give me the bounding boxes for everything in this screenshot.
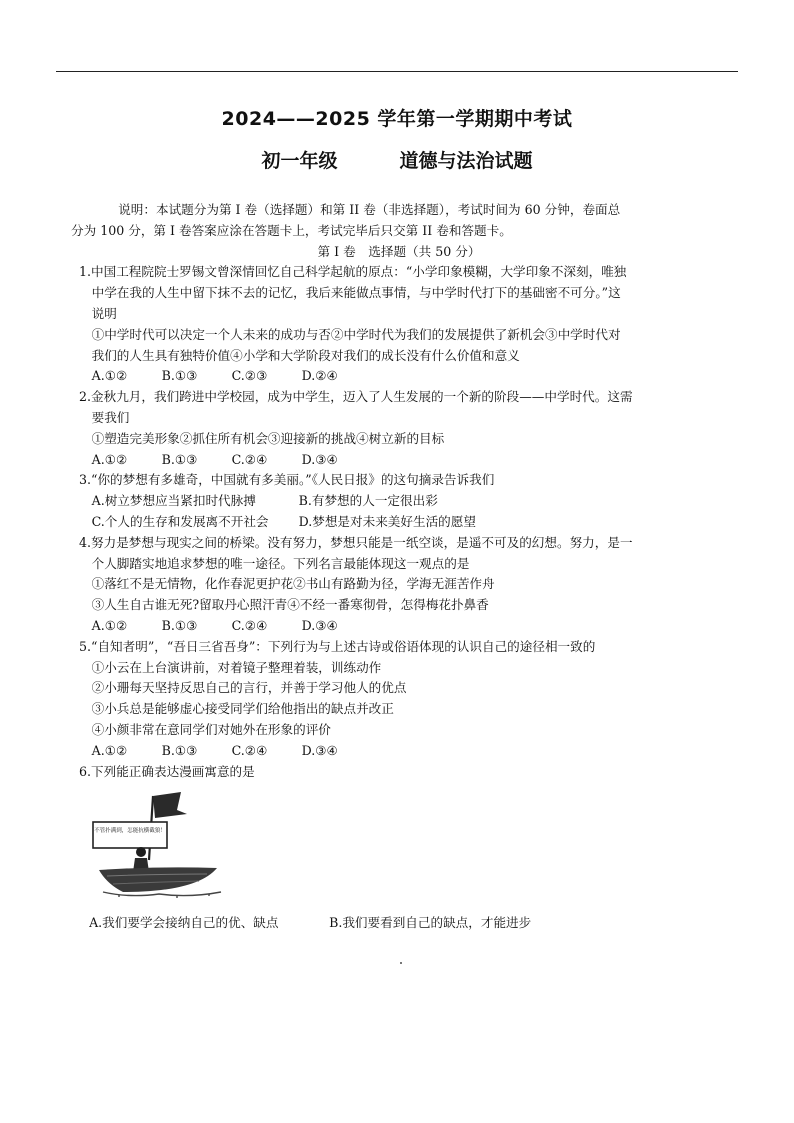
option-a[interactable]: A.我们要学会接纳自己的优、缺点 — [89, 915, 279, 931]
option-d[interactable]: D.③④ — [301, 742, 338, 758]
question-line: 个人脚踏实地追求梦想的唯一途径。下列名言最能体现这一观点的是 — [91, 555, 470, 571]
option-c[interactable]: C.②④ — [231, 617, 268, 633]
option-row — [79, 512, 705, 533]
option-row — [79, 616, 705, 637]
scan-speck — [400, 962, 402, 964]
option-d[interactable]: D.③④ — [301, 617, 338, 633]
grade-label: 初一年级 — [261, 150, 338, 172]
option-row — [79, 913, 705, 934]
question-2 — [79, 387, 705, 470]
option-d[interactable]: D.③④ — [301, 451, 338, 467]
statement-line: ④小颜非常在意同学们对她外在形象的评价 — [91, 721, 331, 737]
option-a[interactable]: A.①② — [91, 368, 128, 384]
question-3 — [79, 470, 705, 532]
statement-line: ①小云在上台演讲前，对着镜子整理着装，训练动作 — [91, 659, 382, 675]
option-a[interactable]: A.①② — [91, 617, 128, 633]
question-line: 说明 — [91, 305, 117, 321]
option-c[interactable]: C.②④ — [231, 451, 268, 467]
instructions-line: 分为 100 分，第 I 卷答案应涂在答题卡上，考试完毕后只交第 II 卷和答题卡。 — [71, 222, 512, 238]
statement-line: ①落红不是无情物，化作春泥更护花②书山有路勤为径，学海无涯苦作舟 — [91, 576, 495, 592]
exam-body — [71, 200, 705, 934]
statement-line: ③人生自古谁无死?留取丹心照汗青④不经一番寒彻骨，怎得梅花扑鼻香 — [91, 597, 489, 613]
option-row — [79, 450, 705, 471]
question-line: 要我们 — [91, 409, 130, 425]
question-line: 3.“你的梦想有多雄奇，中国就有多美丽。”《人民日报》的这句摘录告诉我们 — [79, 472, 495, 488]
question-line: 6.下列能正确表达漫画寓意的是 — [79, 763, 255, 779]
option-b[interactable]: B.有梦想的人一定很出彩 — [298, 493, 438, 509]
question-line: 1.中国工程院院士罗锡文曾深情回忆自己科学起航的原点：“小学印象模糊，大学印象不深刻，唯独 — [79, 264, 627, 280]
option-b[interactable]: B.我们要看到自己的缺点，才能进步 — [329, 915, 532, 931]
question-1 — [79, 262, 705, 387]
exam-subtitle — [0, 146, 794, 173]
option-c[interactable]: C.②④ — [231, 742, 268, 758]
cartoon-caption-text: 不管扑满到，怎能抗横截狼！ — [94, 828, 166, 835]
subject-label: 道德与法治试题 — [399, 150, 533, 172]
option-a[interactable]: A.①② — [91, 451, 128, 467]
option-b[interactable]: B.①③ — [161, 617, 198, 633]
instructions-line: 说明：本试题分为第 I 卷（选择题）和第 II 卷（非选择题），考试时间为 60 分钟，卷面总 — [118, 202, 621, 217]
option-d[interactable]: D.②④ — [301, 368, 338, 384]
option-b[interactable]: B.①③ — [161, 742, 198, 758]
statement-line: ①中学时代可以决定一个人未来的成功与否②中学时代为我们的发展提供了新机会③中学时代对 — [91, 326, 621, 342]
statement-line: 我们的人生具有独特价值④小学和大学阶段对我们的成长没有什么价值和意义 — [91, 347, 520, 363]
option-c[interactable]: C.个人的生存和发展离不开社会 — [91, 513, 269, 529]
option-row — [79, 366, 705, 387]
option-a[interactable]: A.树立梦想应当紧扣时代脉搏 — [91, 493, 256, 509]
option-b[interactable]: B.①③ — [161, 368, 198, 384]
question-6 — [79, 762, 705, 934]
question-line: 2.金秋九月，我们跨进中学校园，成为中学生，迈入了人生发展的一个新的阶段——中学时代。这需 — [79, 389, 633, 405]
exam-title: 2024——2025 学年第一学期期中考试 — [221, 108, 573, 130]
question-line: 5.“自知者明”，“吾日三省吾身”：下列行为与上述古诗或俗语体现的认识自己的途径相一致的 — [79, 638, 596, 654]
header-rule — [56, 71, 738, 72]
option-d[interactable]: D.梦想是对未来美好生活的愿望 — [298, 513, 476, 529]
statement-line: ②小珊每天坚持反思自己的言行，并善于学习他人的优点 — [91, 680, 407, 696]
question-5 — [79, 637, 705, 762]
option-b[interactable]: B.①③ — [161, 451, 198, 467]
option-a[interactable]: A.①② — [91, 742, 128, 758]
statement-line: ③小兵总是能够虚心接受同学们给他指出的缺点并改正 — [91, 701, 394, 717]
statement-line: ①塑造完美形象②抓住所有机会③迎接新的挑战④树立新的目标 — [91, 430, 445, 446]
option-row — [79, 491, 705, 512]
cartoon-image — [89, 788, 239, 900]
question-4 — [79, 533, 705, 637]
question-line: 中学在我的人生中留下抹不去的记忆，我后来能做点事情，与中学时代打下的基础密不可分。”这 — [91, 285, 621, 301]
option-row — [79, 741, 705, 762]
section-title: 第 I 卷 选择题（共 50 分） — [317, 243, 481, 259]
option-c[interactable]: C.②③ — [231, 368, 268, 384]
question-line: 4.努力是梦想与现实之间的桥梁。没有努力，梦想只能是一纸空谈，是遥不可及的幻想。努力，是一 — [79, 534, 633, 550]
